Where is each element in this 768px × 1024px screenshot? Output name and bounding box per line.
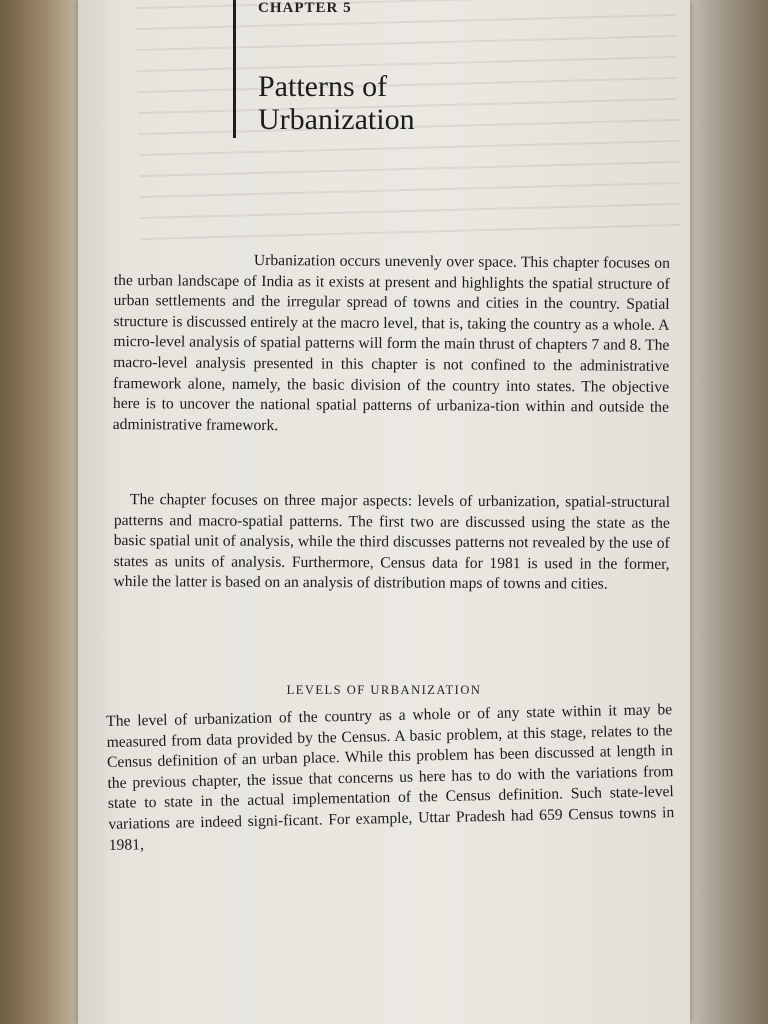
chapter-label: CHAPTER 5 — [258, 0, 352, 16]
chapter-title-line-2: Urbanization — [258, 103, 415, 136]
chapter-title-line-1: Patterns of — [258, 70, 388, 103]
paragraph-intro: Urbanization occurs unevenly over space. This chapter focuses on the urban landscape of India as it exists at present and highlights the spatial structure of urban settlements and the irregular spread of towns and cities in the country. Spatial structure is discussed entirely at the macro level, that is, taking the country as a whole. A micro-level analysis of spatial patterns will form the main thrust of chapters 7 and 8. The macro-level analysis presented in this chapter is not confined to the administrative framework alone, namely, the basic division of the country into states. The objective here is to uncover the national spatial patterns of urbaniza-tion within and outside the administrative framework. — [112, 251, 670, 434]
chapter-rule — [233, 0, 236, 138]
chapter-title — [258, 70, 415, 136]
book-page — [78, 0, 690, 1024]
section-heading: LEVELS OF URBANIZATION — [286, 683, 482, 697]
background-right — [678, 0, 768, 1024]
paragraph-levels: The level of urbanization of the country as a whole or of any state within it may be measured from data provided by the Census. A basic problem, at this stage, relates to the Census definition of an urban place. While this problem has been discussed at length in the previous chapter, the issue that concerns us here has to do with the variations from state to state in the actual implementation of the Census definition. Such state-level variations are indeed signi-ficant. For example, Uttar Pradesh had 659 Census towns in 1981, — [106, 701, 675, 854]
paragraph-aspects: The chapter focuses on three major aspects: levels of urbanization, spatial-structural patterns and macro-spatial patterns. The first two are discussed using the state as the basic spatial unit of analysis, while the third discusses patterns not revealed by the use of states as units of analysis. Furthermore, Census data for 1981 is used in the former, while the latter is based on an analysis of distribution maps of towns and cities. — [113, 491, 670, 593]
background-left — [0, 0, 86, 1024]
